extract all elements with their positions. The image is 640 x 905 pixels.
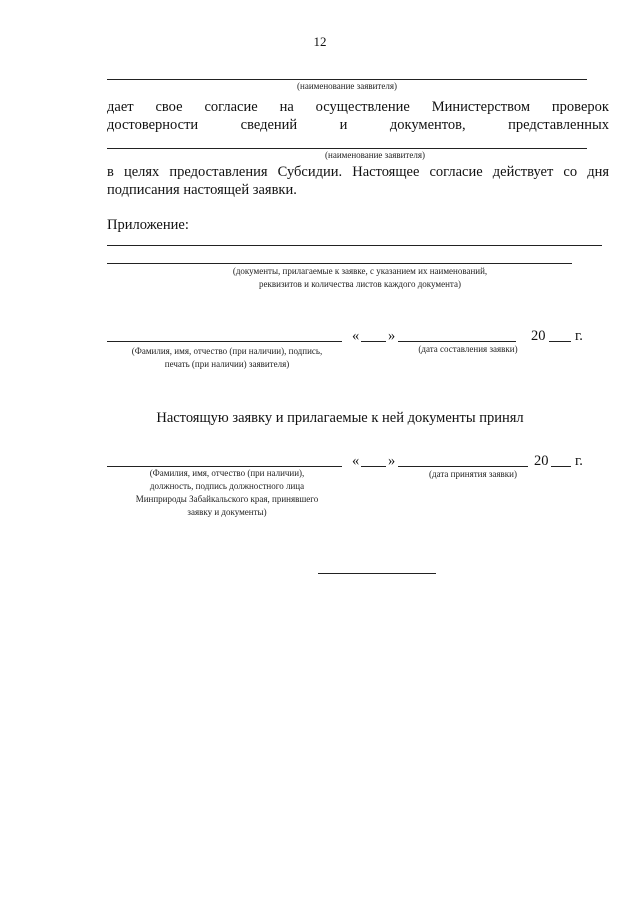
applicant-name-line-2 [107, 148, 587, 149]
month-line-1 [398, 341, 516, 342]
caption-signature-1b: печать (при наличии) заявителя) [164, 359, 290, 369]
attachment-line-1 [107, 245, 602, 246]
page-number: 12 [313, 34, 327, 49]
caption-documents-2: реквизитов и количества листов каждого документа) [259, 279, 461, 289]
caption-documents-1: (документы, прилагаемые к заявке, с указанием их наименований, [232, 266, 488, 276]
year-prefix-2: 20 [534, 453, 549, 469]
year-line-1 [549, 341, 571, 342]
caption-date-2: (дата принятия заявки) [429, 469, 517, 479]
day-line-2 [361, 466, 386, 467]
official-signature-line [107, 466, 342, 467]
caption-applicant-1: (наименование заявителя) [297, 81, 397, 91]
year-suffix-2: г. [575, 453, 583, 469]
date-quote-open-2: « [352, 453, 360, 469]
date-quote-close-2: » [388, 453, 396, 469]
year-line-2 [551, 466, 571, 467]
caption-signature-2a: (Фамилия, имя, отчество (при наличии), [149, 468, 305, 478]
applicant-name-line-1 [107, 79, 587, 80]
caption-applicant-2: (наименование заявителя) [325, 150, 425, 160]
consent-line-1: дает свое согласие на осуществление Министерством проверок [107, 99, 609, 115]
consent-line-2: достоверности сведений и документов, представленных [107, 117, 609, 133]
caption-signature-2b: должность, подпись должностного лица [149, 481, 305, 491]
purpose-line-1: в целях предоставления Субсидии. Настоящее согласие действует со дня [107, 164, 609, 180]
attachment-label: Приложение: [107, 217, 189, 233]
date-quote-close-1: » [388, 328, 396, 344]
day-line-1 [361, 341, 386, 342]
end-divider [318, 573, 436, 574]
caption-signature-1a: (Фамилия, имя, отчество (при наличии), подпись, [131, 346, 323, 356]
year-suffix-1: г. [575, 328, 583, 344]
month-line-2 [398, 466, 528, 467]
accepted-title: Настоящую заявку и прилагаемые к ней документы принял [156, 410, 524, 426]
caption-date-1: (дата составления заявки) [418, 344, 518, 354]
purpose-line-2: подписания настоящей заявки. [107, 182, 297, 198]
attachment-line-2 [107, 263, 572, 264]
caption-signature-2d: заявку и документы) [187, 507, 267, 517]
applicant-signature-line [107, 341, 342, 342]
date-quote-open-1: « [352, 328, 360, 344]
year-prefix-1: 20 [531, 328, 546, 344]
caption-signature-2c: Минприроды Забайкальского края, принявшего [135, 494, 319, 504]
